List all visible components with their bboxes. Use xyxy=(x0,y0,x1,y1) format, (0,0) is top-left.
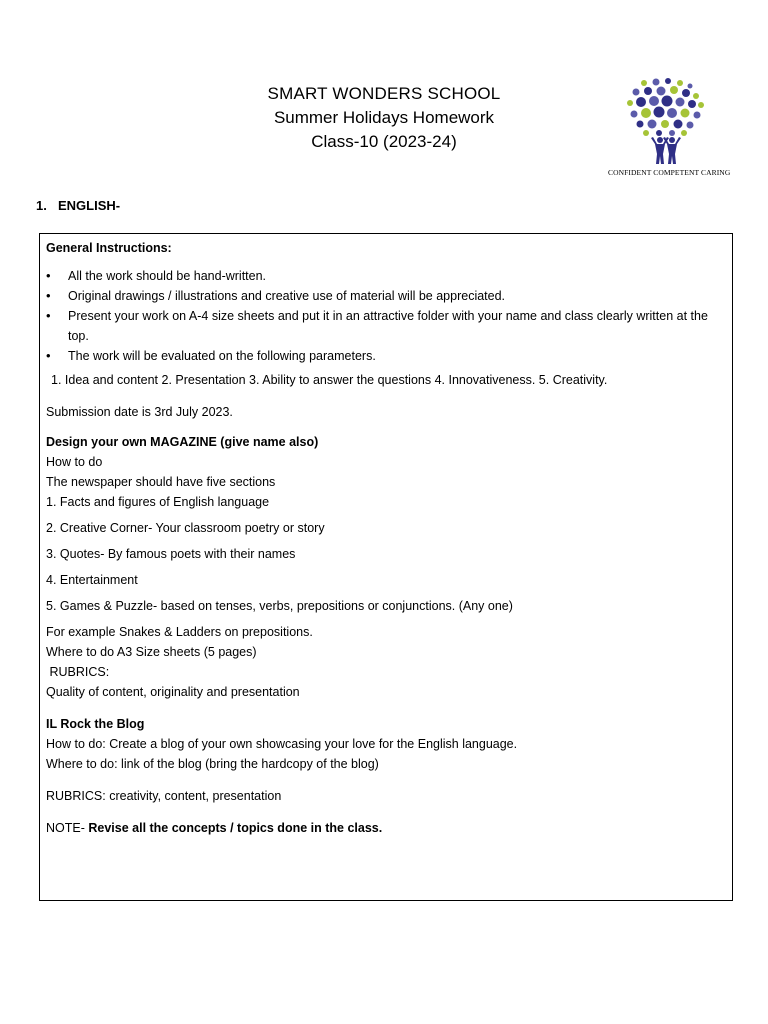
logo-leaf-dot xyxy=(637,121,644,128)
logo-leaf-dot xyxy=(661,120,669,128)
logo-leaf-dot xyxy=(657,87,666,96)
logo-leaf-dot xyxy=(656,130,662,136)
homework-title: Summer Holidays Homework xyxy=(273,108,495,127)
logo-leaf-dot xyxy=(676,98,685,107)
logo-leaf-dot xyxy=(643,130,649,136)
instructions-content xyxy=(46,238,730,838)
task1-item: 5. Games & Puzzle- based on tenses, verbs, prepositions or conjunctions. (Any one) xyxy=(46,599,513,613)
logo-leaf-dot xyxy=(687,122,694,129)
list-item: • All the work should be hand-written. xyxy=(46,266,730,286)
logo-leaf-dot xyxy=(682,89,690,97)
logo-leaf-dot xyxy=(648,120,657,129)
logo-leaf-dot xyxy=(669,130,675,136)
logo-leaf-dot xyxy=(693,93,699,99)
logo-leaf-dot xyxy=(644,87,652,95)
list-item: • Present your work on A-4 size sheets and put it in an attractive folder with your name and class clearly written at the top. xyxy=(46,306,730,346)
section-number: 1. xyxy=(36,198,47,213)
logo-leaf-dot xyxy=(688,84,693,89)
logo-leaf-dot xyxy=(681,109,690,118)
task1-example: For example Snakes & Ladders on prepositions. xyxy=(46,625,313,639)
task2-title: IL Rock the Blog xyxy=(46,717,145,731)
logo-leaf-dot xyxy=(653,79,660,86)
logo-leaf-dot xyxy=(674,120,683,129)
task1-rubrics: Quality of content, originality and presentation xyxy=(46,685,300,699)
logo-leaf-dot xyxy=(633,89,640,96)
logo-leaf-dot xyxy=(627,100,633,106)
instructions-list xyxy=(46,266,730,366)
logo-leaf-dot xyxy=(631,111,638,118)
submission-date: Submission date is 3rd July 2023. xyxy=(46,405,233,419)
note-label: NOTE- xyxy=(46,821,89,835)
instructions-title: General Instructions: xyxy=(46,241,172,255)
logo-figure-icon xyxy=(663,137,681,164)
logo-leaf-dot xyxy=(694,112,701,119)
logo-leaf-dot xyxy=(649,96,659,106)
logo-leaf-dot xyxy=(636,97,646,107)
school-name: SMART WONDERS SCHOOL xyxy=(267,84,501,103)
task1-title: Design your own MAGAZINE (give name also) xyxy=(46,435,319,449)
logo-leaf-dot xyxy=(681,130,687,136)
logo-leaf-dot xyxy=(677,80,683,86)
section-title: ENGLISH- xyxy=(58,198,121,213)
logo-leaf-dot xyxy=(667,108,677,118)
task2-rubrics: RUBRICS: creativity, content, presentation xyxy=(46,789,282,803)
logo-leaf-dot xyxy=(688,100,696,108)
logo-leaf-dot xyxy=(670,86,678,94)
task1-item: 2. Creative Corner- Your classroom poetry or story xyxy=(46,521,325,535)
evaluation-parameters: 1. Idea and content 2. Presentation 3. Ability to answer the questions 4. Innovativeness. 5. Creativity. xyxy=(51,373,608,387)
task1-item: 3. Quotes- By famous poets with their names xyxy=(46,547,296,561)
logo-leaf-dot xyxy=(654,107,665,118)
list-item: • The work will be evaluated on the following parameters. xyxy=(46,346,730,366)
note xyxy=(46,818,730,838)
task1-sections-intro: The newspaper should have five sections xyxy=(46,475,276,489)
section-heading xyxy=(36,198,120,213)
class-label: Class-10 (2023-24) xyxy=(311,132,457,151)
task1-where: Where to do A3 Size sheets (5 pages) xyxy=(46,645,257,659)
logo-leaf-dot xyxy=(698,102,704,108)
logo-leaf-dot xyxy=(662,96,673,107)
task1-how: How to do xyxy=(46,455,103,469)
task1-item: 4. Entertainment xyxy=(46,573,138,587)
note-text: Revise all the concepts / topics done in the class. xyxy=(88,821,383,835)
logo-leaf-dot xyxy=(641,80,647,86)
logo-leaf-dot xyxy=(641,108,651,118)
task1-item: 1. Facts and figures of English language xyxy=(46,495,270,509)
list-item: • Original drawings / illustrations and creative use of material will be appreciated. xyxy=(46,286,730,306)
logo-tagline: CONFIDENT COMPETENT CARING xyxy=(608,168,731,177)
task2-where: Where to do: link of the blog (bring the hardcopy of the blog) xyxy=(46,757,379,771)
task1-rubrics-label: RUBRICS: xyxy=(46,665,110,679)
logo-leaf-dot xyxy=(665,78,671,84)
task2-how: How to do: Create a blog of your own showcasing your love for the English language. xyxy=(46,737,518,751)
